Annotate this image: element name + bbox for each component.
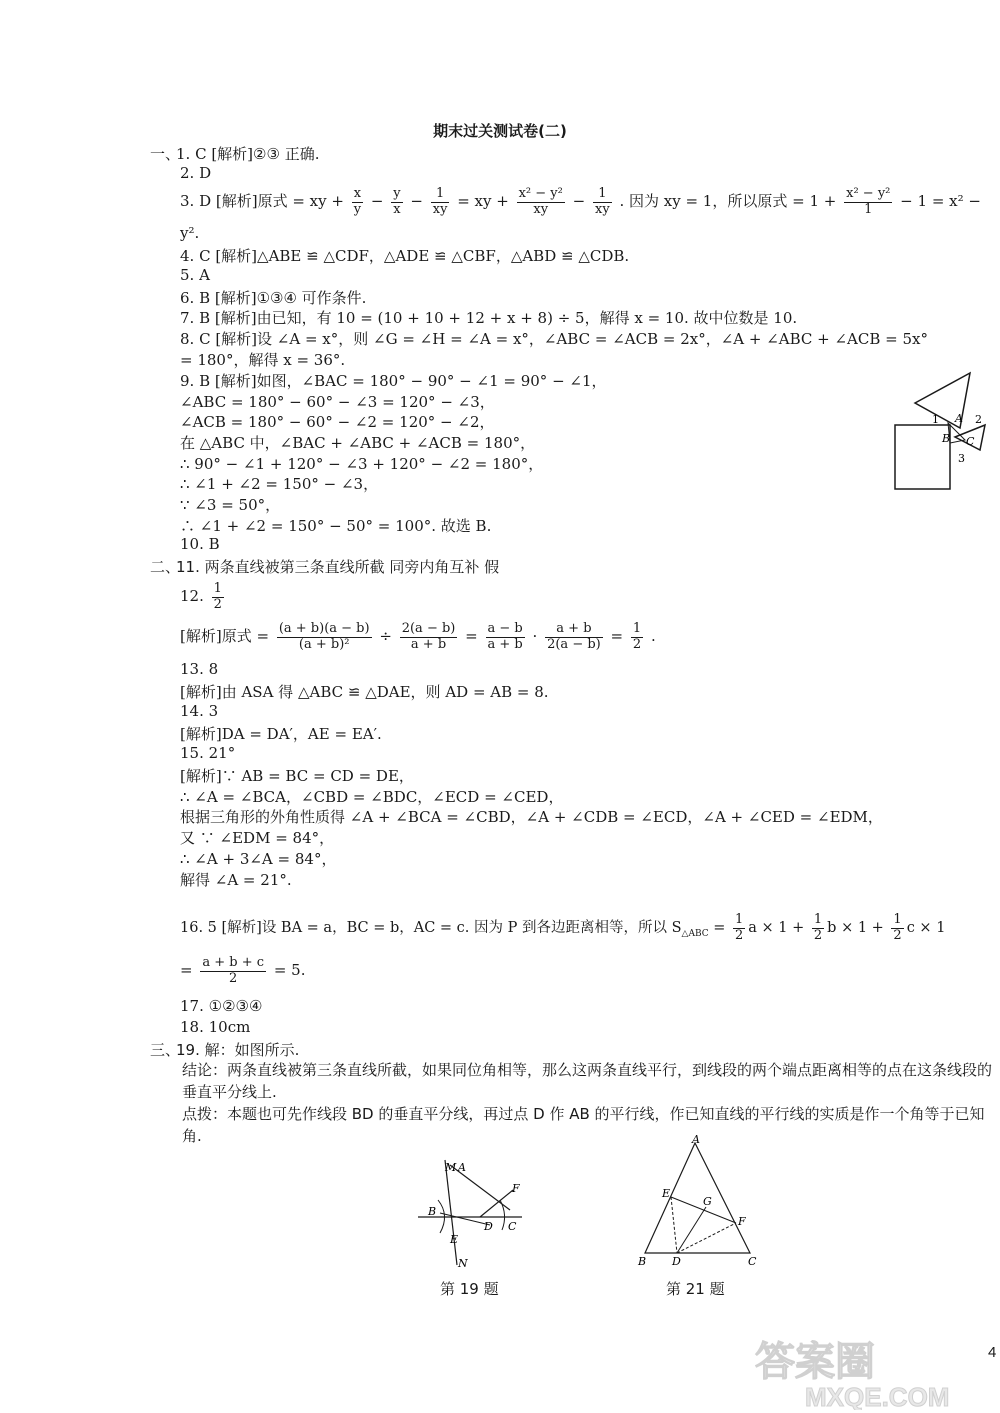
frac-3f: $\frac{\text{x² − y²}}{1}$: [846, 186, 891, 217]
frac-16a: $\frac{1}{2}$: [735, 912, 744, 943]
answer-3-text-b: −: [370, 192, 384, 210]
answer-3-text-f: . 因为 xy = 1，所以原式 = 1 +: [619, 192, 837, 210]
frac-12c: $\frac{a - b}{a + b}$: [487, 621, 523, 652]
answer-18: 18. 10cm: [180, 1018, 251, 1036]
answer-15-line-d: 根据三角形的外角性质得 ∠A + ∠BCA = ∠CBD，∠A + ∠CDB = ∠ECD，∠A + ∠CED = ∠EDM，: [180, 808, 883, 826]
answer-19-conclusion: 结论：两条直线被第三条直线所截，如果同位角相等，那么这两条直线平行，到线段的两个端点距离相等的点在这条线段的垂直平分线上.: [182, 1061, 993, 1101]
answer-5: 5. A: [180, 266, 210, 284]
answer-3-text-e: −: [572, 192, 586, 210]
answer-3-text-c: −: [410, 192, 423, 210]
answer-4: 4. C [解析]△ABE ≌ △CDF，△ADE ≌ △CBF，△ABD ≌ △CDB.: [180, 247, 630, 265]
answer-9: 9. B [解析]如图，∠BAC = 180° − 90° − ∠1 = 90° − ∠1，: [180, 372, 607, 390]
answer-12-text-f: =: [610, 627, 624, 645]
frac-12b: $\frac{2(a - b)}{a + b}$: [401, 621, 456, 652]
frac-3c: $\frac{1}{xy}$: [432, 186, 448, 217]
answer-13: 13. 8: [180, 660, 219, 678]
answer-17: 17. ①②③④: [180, 997, 263, 1015]
answer-12-text-b: [解析]原式 =: [180, 627, 270, 645]
answer-12-text-d: =: [465, 627, 478, 645]
fig19-label-F: F: [512, 1182, 520, 1195]
fig9-label-1: 1: [932, 413, 939, 426]
answer-3-cont: y².: [180, 224, 200, 242]
watermark-logo: [735, 1330, 995, 1410]
page-number: 4: [988, 1344, 997, 1361]
figure-q21: [630, 1135, 770, 1275]
answer-12-text: 12.: [180, 587, 204, 605]
caption-q19: 第 19 题: [440, 1280, 499, 1298]
watermark-text-url: MXQE.COM: [805, 1382, 950, 1410]
answer-1: 1. C [解析]②③ 正确.: [176, 145, 320, 163]
frac-16b: $\frac{1}{2}$: [813, 912, 823, 943]
answer-14: 14. 3: [180, 702, 219, 720]
fig21-label-E: E: [662, 1187, 671, 1200]
answer-16: [180, 908, 945, 948]
answer-16-subscript: △ABC: [681, 928, 709, 939]
watermark-text-cn: 答案圈: [755, 1339, 875, 1385]
fig9-label-B: B: [942, 432, 951, 445]
fig21-label-B: B: [638, 1255, 647, 1268]
frac-16d: $\frac{a + b + c}{2}$: [202, 955, 265, 986]
answer-3: [180, 184, 981, 218]
page-title: 期末过关测试卷(二): [433, 122, 567, 140]
answer-16-text-f: =: [180, 961, 193, 979]
fig19-label-E: E: [450, 1233, 459, 1246]
fig21-label-A: A: [692, 1135, 700, 1146]
answer-8: 8. C [解析]设 ∠A = x°，则 ∠G = ∠H = ∠A = x°，∠ABC = ∠ACB = 2x°，∠A + ∠ABC + ∠ACB = 5x°: [180, 330, 928, 348]
fig19-label-D: D: [484, 1220, 493, 1233]
fig21-label-G: G: [703, 1195, 712, 1208]
frac-12d: $\frac{a + b}{2(a - b)}$: [547, 621, 601, 652]
fig21-line-df: [677, 1223, 736, 1253]
answer-10: 10. B: [180, 535, 220, 553]
answer-15: 15. 21°: [180, 744, 236, 762]
caption-q21: 第 21 题: [666, 1280, 725, 1298]
fig21-label-F: F: [738, 1215, 746, 1228]
answer-12-text-c: ÷: [379, 627, 392, 645]
answer-16-text-b: =: [713, 920, 726, 936]
figure-q9: [890, 365, 990, 495]
answer-16-text-c: a × 1 +: [748, 920, 805, 936]
answer-12: [180, 578, 227, 614]
answer-7: 7. B [解析]由已知，有 10 = (10 + 10 + 12 + x + 8) ÷ 5，解得 x = 10. 故中位数是 10.: [180, 309, 798, 327]
frac-3e: $\frac{1}{xy}$: [595, 186, 610, 217]
answer-16-text-e: c × 1: [906, 920, 946, 936]
answer-3-text-g: − 1 = x² −: [900, 192, 981, 210]
section-1-marker: 一、: [150, 145, 181, 163]
fig21-triangle-abc: [645, 1143, 750, 1253]
fig19-arc-right: [500, 1200, 505, 1230]
fig9-label-C: C: [966, 435, 975, 448]
frac-3d: $\frac{\text{x² − y²}}{xy}$: [518, 186, 563, 217]
fig19-label-M: M: [445, 1161, 457, 1174]
answer-6: 6. B [解析]①③④ 可作条件.: [180, 289, 367, 307]
fig9-label-2: 2: [975, 413, 982, 426]
answer-9-line-b: ∠ABC = 180° − 60° − ∠3 = 120° − ∠3，: [180, 393, 495, 411]
answer-12-text-g: .: [650, 627, 656, 645]
answer-11: 11. 两条直线被第三条直线所截 同旁内角互补 假: [176, 558, 500, 576]
frac-12a: $\frac{(a + b)(a - b)}{\text{(a + b)²}}$: [278, 621, 370, 652]
fig21-label-D: D: [672, 1255, 681, 1268]
figure-q19: [410, 1155, 530, 1275]
fig9-label-3: 3: [958, 452, 965, 465]
frac-16c: $\frac{1}{2}$: [893, 912, 902, 943]
answer-12-text-e: ·: [532, 627, 538, 645]
fig19-line-mn: [445, 1160, 457, 1265]
answer-8-cont: = 180°，解得 x = 36°.: [180, 351, 346, 369]
fig19-label-N: N: [458, 1257, 468, 1270]
answer-16-cont: [180, 950, 305, 990]
answer-14-explanation: [解析]DA = DA′，AE = EA′.: [180, 725, 382, 743]
answer-19-tip: 点拨：本题也可先作线段 BD 的垂直平分线，再过点 D 作 AB 的平行线，作已知直线的平行线的实质是作一个角等于已知角.: [182, 1105, 985, 1145]
answer-9-line-d: 在 △ABC 中，∠BAC + ∠ABC + ∠ACB = 180°，: [180, 434, 536, 452]
fig21-line-ed: [671, 1197, 677, 1253]
answer-16-text: 16. 5 [解析]设 BA = a，BC = b，AC = c. 因为 P 到各边距离相等，所以 S: [180, 920, 682, 936]
fig19-line-df: [480, 1190, 513, 1217]
frac-3b: $\frac{y}{x}$: [393, 186, 401, 217]
answer-3-text-d: = xy +: [457, 192, 509, 210]
answer-15-line-c: ∴ ∠A = ∠BCA，∠CBD = ∠BDC，∠ECD = ∠CED，: [180, 788, 564, 806]
section-3-marker: 三、: [150, 1041, 181, 1059]
answer-9-line-h: ∴ ∠1 + ∠2 = 150° − 50° = 100°. 故选 B.: [180, 517, 492, 535]
fig19-label-A: A: [458, 1161, 466, 1174]
answer-15-line-f: ∴ ∠A + 3∠A = 84°，: [180, 850, 337, 868]
answer-16-text-d: b × 1 +: [827, 920, 884, 936]
section-2-marker: 二、: [150, 558, 181, 576]
answer-9-line-g: ∵ ∠3 = 50°，: [180, 496, 281, 514]
answer-3-text-a: 3. D [解析]原式 = xy +: [180, 192, 344, 210]
answer-9-line-e: ∴ 90° − ∠1 + 120° − ∠3 + 120° − ∠2 = 180°，: [180, 455, 544, 473]
answer-16-text-g: = 5.: [273, 961, 306, 979]
answer-9-line-f: ∴ ∠1 + ∠2 = 150° − ∠3，: [180, 475, 379, 493]
answer-15-line-e: 又 ∵ ∠EDM = 84°，: [180, 829, 335, 847]
frac-12: $\frac{1}{2}$: [213, 581, 222, 612]
answer-12-explanation: [180, 616, 656, 656]
fig9-label-A: A: [955, 412, 963, 425]
frac-12e: $\frac{1}{2}$: [632, 621, 642, 652]
answer-9-line-c: ∠ACB = 180° − 60° − ∠2 = 120° − ∠2，: [180, 413, 495, 431]
fig21-label-C: C: [748, 1255, 757, 1268]
answer-19: 19. 解：如图所示.: [176, 1041, 300, 1059]
answer-13-explanation: [解析]由 ASA 得 △ABC ≌ △DAE，则 AD = AB = 8.: [180, 683, 549, 701]
fig19-label-C: C: [508, 1220, 517, 1233]
frac-3a: $\frac{x}{y}$: [353, 186, 362, 217]
answer-2: 2. D: [180, 164, 212, 182]
answer-15-line-b: [解析]∵ AB = BC = CD = DE，: [180, 767, 414, 785]
answer-15-line-g: 解得 ∠A = 21°.: [180, 871, 292, 889]
fig19-label-B: B: [428, 1205, 437, 1218]
